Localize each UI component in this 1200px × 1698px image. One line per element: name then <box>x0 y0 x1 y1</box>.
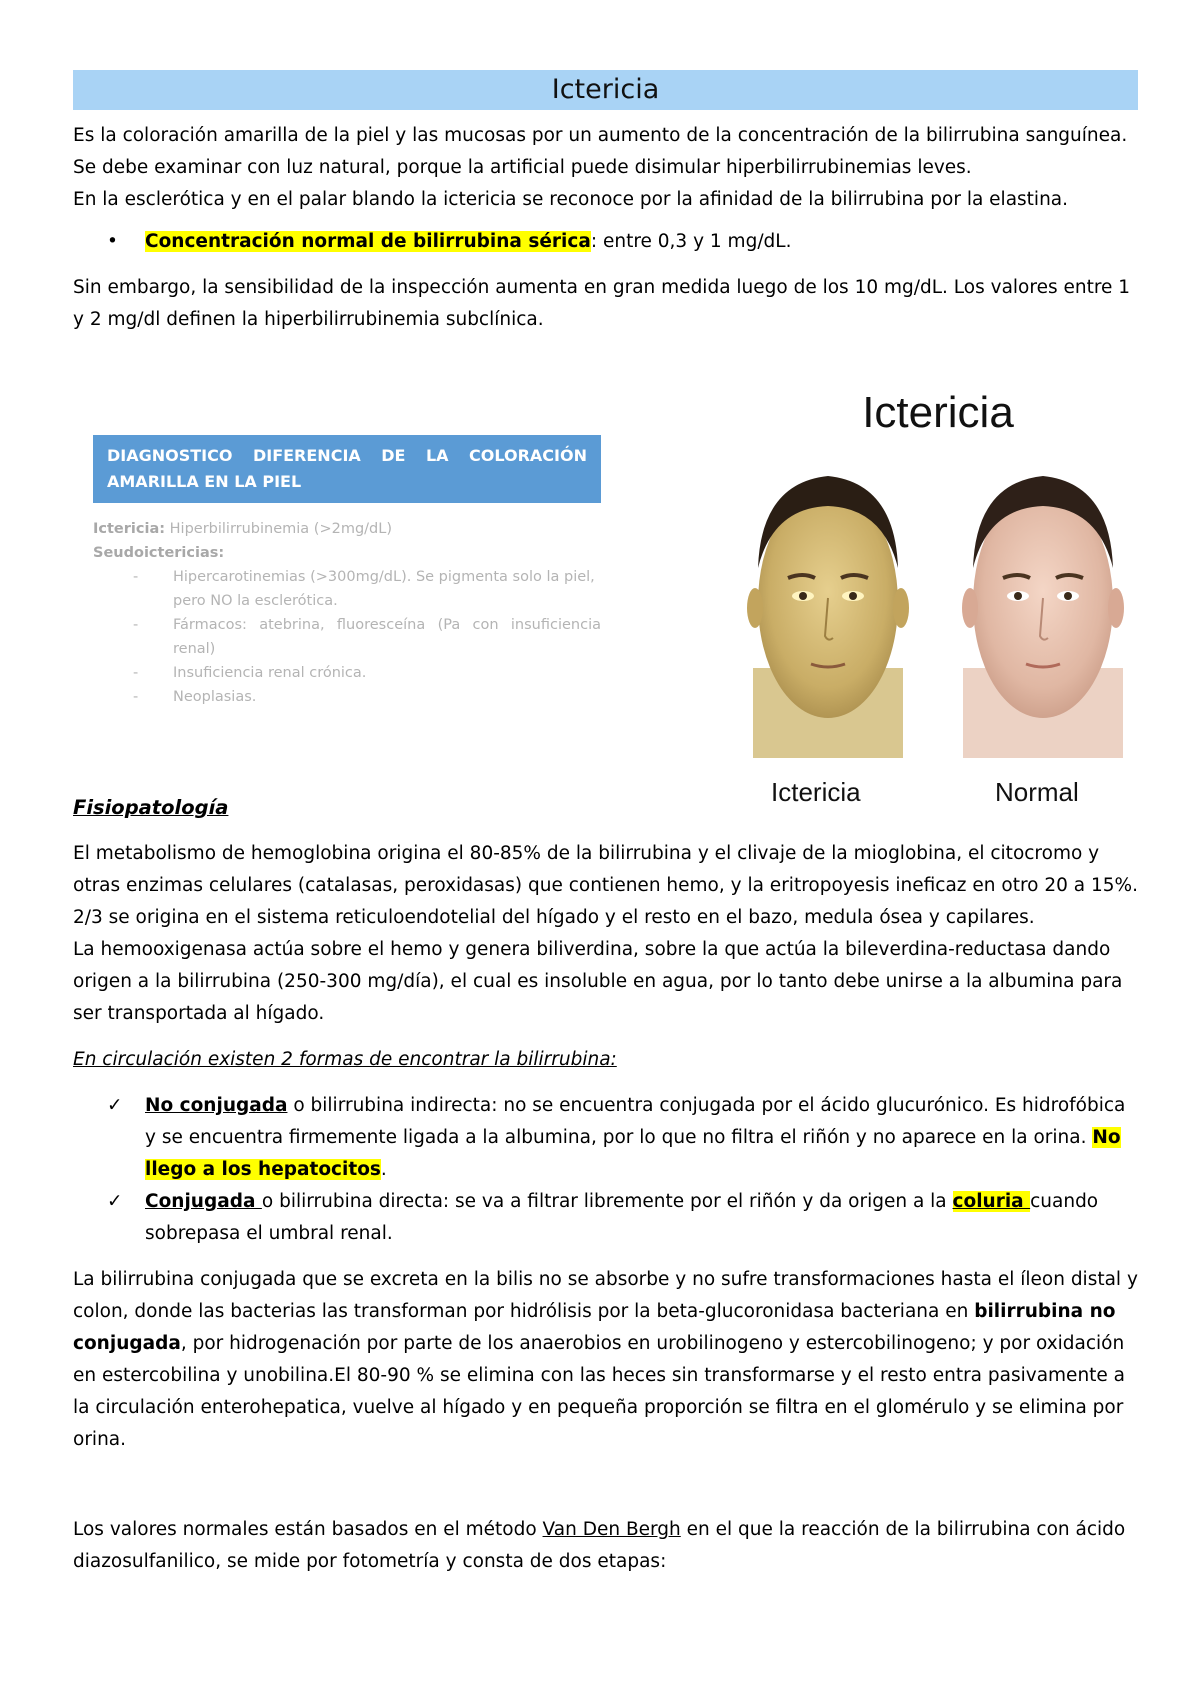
checkmark-icon: ✓ <box>107 1095 123 1116</box>
diagnostic-box <box>93 435 601 709</box>
diagnostic-item: - Fármacos: atebrina, fluoresceína (Pa con insuficiencia renal) <box>133 617 601 657</box>
bullet-highlight: Concentración normal de bilirrubina sérica <box>145 231 591 252</box>
intro-paragraph-2: En la esclerótica y en el palar blando la ictericia se reconoce por la afinidad de la bilirrubina por la elastina. <box>73 189 1069 210</box>
jaundiced-face <box>747 476 909 758</box>
bullet-text: : entre 0,3 y 1 mg/dL. <box>590 231 792 252</box>
fisio-paragraph-2: La hemooxigenasa actúa sobre el hemo y genera biliverdina, sobre la que actúa la bileverdina-reductasa dando origen a la bilirrubina (250-300 mg/día), el cual es insoluble en agua, por lo tanto debe unirse a la albumina para ser transportada al hígado. <box>73 939 1123 1024</box>
intro-section <box>73 120 1138 336</box>
diagnostic-heading: DIAGNOSTICO DIFERENCIA DE LA COLORACIÓN AMARILLA EN LA PIEL <box>93 435 601 503</box>
diagnostic-body <box>93 517 601 709</box>
page-title: Ictericia <box>73 70 1138 110</box>
image-title: Ictericia <box>862 388 1014 437</box>
bullet-icon: • <box>107 231 118 252</box>
intro-paragraph-1: Es la coloración amarilla de la piel y las mucosas por un aumento de la concentración de la bilirrubina sanguínea. Se debe examinar con luz natural, porque la artificial puede disimular hiperbilirrubinemias leves. <box>73 125 1128 178</box>
faces-illustration <box>733 388 1143 808</box>
fisiopatologia-section <box>73 792 1138 1578</box>
caption-normal: Normal <box>995 777 1079 807</box>
section-heading: Fisiopatología <box>73 796 229 819</box>
document-page <box>73 70 1138 1572</box>
normal-concentration-bullet <box>73 226 1138 258</box>
diagnostic-line-seudoictericias: Seudoictericias: <box>93 545 225 561</box>
fisio-paragraph-4: Los valores normales están basados en el método Van Den Bergh en el que la reacción de la bilirrubina con ácido diazosulfanilico, se mide por fotometría y consta de dos etapas: <box>73 1519 1126 1572</box>
sub-heading: En circulación existen 2 formas de encontrar la bilirrubina: <box>73 1049 617 1070</box>
fisio-paragraph-1: El metabolismo de hemoglobina origina el 80-85% de la bilirrubina y el clivaje de la mioglobina, el citocromo y otras enzimas celulares (catalasas, peroxidasas) que contienen hemo, y la eritropoyesis ineficaz en otro 20 a 15%. 2/3 se origina en el sistema reticuloendotelial del hígado y el resto en el bazo, medula ósea y capilares. <box>73 843 1138 928</box>
diagnostic-item: - Neoplasias. <box>133 689 257 705</box>
normal-face <box>962 476 1124 758</box>
faces-comparison-image <box>733 388 1143 808</box>
check-item-no-conjugada: ✓ No conjugada o bilirrubina indirecta: no se encuentra conjugada por el ácido glucurónico. Es hidrofóbica y se encuentra firmemente ligada a la albumina, por lo que no filtra el riñón y no aparece en la orina. No llego a los hepatocitos. <box>73 1090 1138 1186</box>
check-item-conjugada: ✓ Conjugada o bilirrubina directa: se va a filtrar libremente por el riñón y da origen a la coluria cuando sobrepasa el umbral renal. <box>73 1186 1138 1250</box>
diagnostic-item: - Hipercarotinemias (>300mg/dL). Se pigmenta solo la piel, pero NO la esclerótica. <box>133 569 595 609</box>
fisio-paragraph-3: La bilirrubina conjugada que se excreta en la bilis no se absorbe y no sufre transformaciones hasta el íleon distal y colon, donde las bacterias las transforman por hidrólisis por la beta-glucoronidasa bacteriana en bilirrubina no conjugada, por hidrogenación por parte de los anaerobios en urobilinogeno y estercobilinogeno; y por oxidación en estercobilina y unobilina.El 80-90 % se elimina con las heces sin transformarse y el resto entra pasivamente a la circulación enterohepatica, vuelve al hígado y en pequeña proporción se filtra en el glomérulo y se elimina por orina. <box>73 1269 1138 1450</box>
caption-jaundiced: Ictericia <box>771 777 861 807</box>
intro-paragraph-3: Sin embargo, la sensibilidad de la inspección aumenta en gran medida luego de los 10 mg/dL. Los valores entre 1 y 2 mg/dl definen la hiperbilirrubinemia subclínica. <box>73 277 1131 330</box>
diagnostic-item: - Insuficiencia renal crónica. <box>133 665 367 681</box>
checkmark-icon: ✓ <box>107 1191 123 1212</box>
diagnostic-line-ictericia: Ictericia: Hiperbilirrubinemia (>2mg/dL) <box>93 521 392 537</box>
